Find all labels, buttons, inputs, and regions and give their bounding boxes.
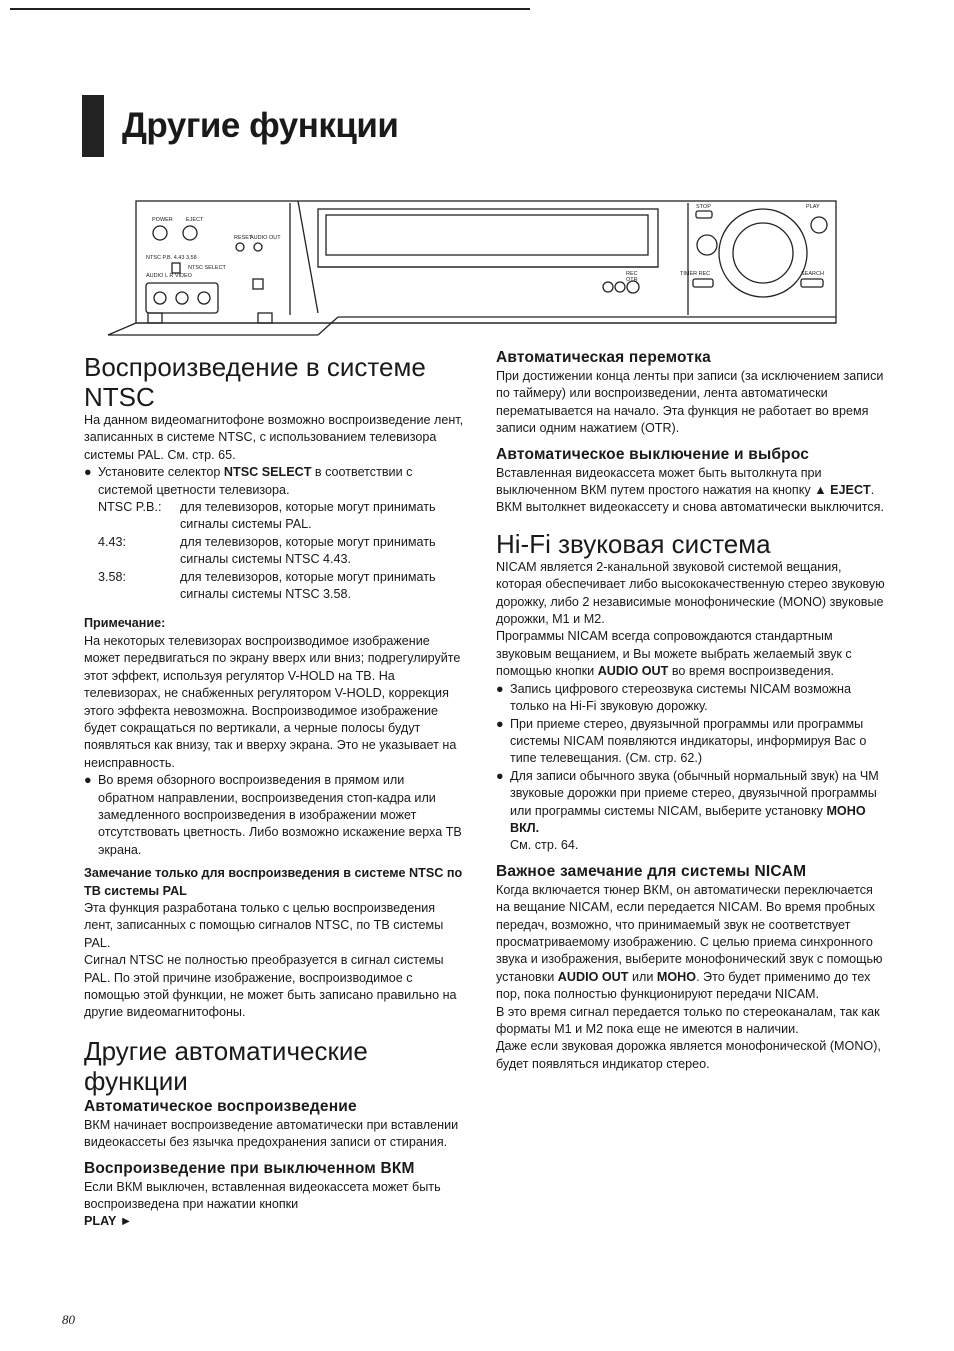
hifi-p1: NICAM является 2-канальной звуковой системой вещания, которая обеспечивает либо высококачественную стерео звуковую дорожку, либо 2 независимые монофонические (MONO) звуковые дорожки, M1 и M2.: [496, 559, 885, 627]
vcr-label-power: POWER: [152, 217, 173, 223]
eject-button-label: ▲ EJECT: [814, 483, 871, 498]
important-p1-pre: Когда включается тюнер ВКМ, он автоматически переключается на вещание NICAM, если передается NICAM. Во время пробных передач, возможно, что принимаемый звук не соответствует просматриваемому изображению. С целью приема синхронного звука и изображения, выберите монофонический звук с помощью установки: [496, 882, 883, 984]
hifi-bullet-2-text: При приеме стерео, двуязычной программы или программы системы NICAM появляются индикаторы, информируя Вас о типе телевещания. (См. стр. 62.): [510, 716, 867, 766]
ntsc-select-label: NTSC SELECT: [223, 465, 312, 480]
page-header: [82, 95, 398, 157]
ntsc-mode-list: [98, 499, 464, 603]
important-mono: МОНО: [656, 969, 697, 984]
eject-text-post: . ВКМ вытолкнет видеокассету и снова автоматически выключится.: [496, 483, 884, 515]
play-button-label: PLAY ►: [84, 1214, 133, 1229]
eject-text: [496, 465, 886, 517]
hifi-bullet-3-pre: Для записи обычного звука (обычный нормальный звук) на ЧМ звуковые дорожки при приеме стерео, двуязычной программы или программы системы NICAM, выберите установку: [510, 768, 879, 818]
ntsc-bullet-post: в соответствии с системой цветности телевизора.: [98, 465, 413, 497]
hifi-p2-post: во время воспроизведения.: [668, 664, 835, 679]
remark-title: Замечание только для воспроизведения в системе NTSC по ТВ системы PAL: [84, 866, 463, 898]
important-p3: Даже если звуковая дорожка является монофонической (MONO), будет появляться индикатор стерео.: [496, 1039, 881, 1071]
remark-text-1: Эта функция разработана только с целью воспроизведения лент, записанных с помощью сигналов NTSC, по ТВ системы PAL.: [84, 900, 444, 950]
vcr-label-reset: RESET: [234, 235, 253, 241]
hifi-bullet-1-text: Запись цифрового стереозвука системы NICAM возможна только на Hi-Fi звуковую дорожку.: [510, 681, 852, 714]
vcr-label-audio-out: AUDIO OUT: [250, 235, 281, 241]
auto-off-title: Воспроизведение при выключенном ВКМ: [84, 1159, 415, 1177]
ntsc-select-bullet: [84, 464, 464, 499]
ntsc-title: Воспроизведение в системе NTSC: [84, 352, 426, 412]
page-number: 80: [62, 1312, 75, 1327]
vcr-label-stop: STOP: [696, 204, 711, 210]
vcr-label-ntsc-select: NTSC SELECT: [188, 265, 226, 271]
bullet-dot: ●: [496, 681, 504, 696]
vcr-label-search: SEARCH: [801, 271, 824, 277]
audio-out-label: AUDIO OUT: [597, 664, 669, 679]
ntsc-intro: На данном видеомагнитофоне возможно воспроизведение лент, записанных в системе NTSC, с использованием телевизора системы PAL. См. стр. 65.: [84, 413, 464, 462]
auto-off-text: Если ВКМ выключен, вставленная видеокассета может быть воспроизведена при нажатии кнопки: [84, 1179, 441, 1212]
vcr-label-eject: EJECT: [186, 217, 204, 223]
bullet-dot: ●: [496, 716, 504, 731]
mode-desc: для телевизоров, которые могут принимать сигналы системы PAL.: [180, 500, 436, 532]
note-bullet: [84, 772, 464, 859]
hifi-bullet-3: [496, 768, 886, 855]
eject-title: Автоматическое выключение и выброс: [496, 445, 810, 463]
page-title: Другие функции: [122, 106, 399, 145]
auto-play-title: Автоматическое воспроизведение: [84, 1097, 357, 1115]
bullet-dot: ●: [84, 773, 92, 788]
vcr-label-otr: OTR: [626, 277, 638, 283]
vcr-label-play: PLAY: [806, 204, 820, 210]
bullet-dot: ●: [496, 768, 504, 783]
left-column: [84, 352, 464, 1231]
important-p2: В это время сигнал передается только по стереоканалам, так как форматы M1 и M2 пока еще не имеются в наличии.: [496, 1004, 880, 1036]
header-bar: [82, 95, 104, 157]
hifi-bullet-3-post: См. стр. 64.: [510, 838, 579, 853]
note-bullet-text: Во время обзорного воспроизведения в прямом или обратном направлении, воспроизведения стоп-кадра или замедленного воспроизведения в изображении может отсутствовать цветность. Либо возможно искажение верха ТВ экрана.: [98, 773, 462, 857]
rewind-title: Автоматическая перемотка: [496, 349, 711, 366]
auto-play-text: ВКМ начинает воспроизведение автоматически при вставлении видеокассеты без язычка предохранения записи от стирания.: [84, 1117, 459, 1150]
important-p1-post: . Это будет применимо до тех пор, пока полностью функционируют передачи NICAM.: [496, 969, 871, 1002]
hifi-p2: [496, 628, 886, 680]
auto-title: Другие автоматические функции: [84, 1035, 368, 1096]
important-audio-out: AUDIO OUT: [557, 969, 629, 984]
note-text: На некоторых телевизорах воспроизводимое изображение может передвигаться по экрану вверх или вниз; подрегулируйте этот эффект, используя регулятор V-HOLD на ТВ. На телевизорах, не снабженных регулятором V-HOLD, коррекция этого эффекта невозможна. Воспроизводимое изображение будет сокращаться по вертикали, а черные полосы будут появляться как внизу, так и вверху экрана. Это не указывает на неисправность.: [84, 633, 461, 770]
bullet-dot: ●: [84, 465, 92, 480]
top-rule: [10, 8, 530, 10]
mode-key: 4.43:: [98, 534, 127, 549]
important-title: Важное замечание для системы NICAM: [496, 862, 807, 880]
vcr-label-ntsc-pb: NTSC P.B. 4.43 3.58: [146, 255, 197, 261]
mode-desc: для телевизоров, которые могут принимать сигналы системы NTSC 4.43.: [180, 534, 436, 567]
eject-text-pre: Вставленная видеокассета может быть вытолкнута при выключенном ВКМ путем простого нажатия на кнопку: [496, 465, 822, 498]
vcr-illustration: [108, 195, 838, 345]
remark-text-2: Сигнал NTSC не полностью преобразуется в сигнал системы PAL. По этой причине изображение, воспроизводимое с помощью этой функции, не может быть записано правильно на другие видеомагнитофоны.: [84, 953, 457, 1020]
vcr-label-timer: TIMER REC: [680, 271, 711, 277]
right-column: [496, 347, 886, 1073]
mode-key: 3.58:: [98, 569, 127, 584]
important-p1-mid: или: [628, 969, 657, 984]
hifi-p2-pre: Программы NICAM всегда сопровождаются стандартным звуковым вещанием, и Вы можете выбрать желаемый звук с помощью кнопки: [496, 629, 852, 679]
hifi-bullet-2: [496, 716, 886, 768]
note-title: Примечание:: [84, 616, 166, 631]
hifi-bullet-1: [496, 681, 886, 716]
ntsc-bullet-pre: Установите селектор: [98, 465, 224, 480]
rewind-text: При достижении конца ленты при записи (за исключением записи по таймеру) или воспроизведении, лента автоматически перематывается на начало. Эта функция не работает во время записи одним нажатием (OTR).: [496, 369, 884, 436]
mono-on-label: МОНО ВКЛ.: [510, 803, 866, 835]
important-p1: [496, 882, 886, 1004]
mode-key: NTSC P.B.:: [98, 500, 162, 515]
hifi-title: Hi-Fi звуковая система: [496, 528, 771, 559]
mode-desc: для телевизоров, которые могут принимать сигналы системы NTSC 3.58.: [180, 569, 436, 602]
vcr-label-audio-video: AUDIO L R VIDEO: [146, 273, 192, 279]
vcr-label-rec: REC: [626, 271, 638, 277]
